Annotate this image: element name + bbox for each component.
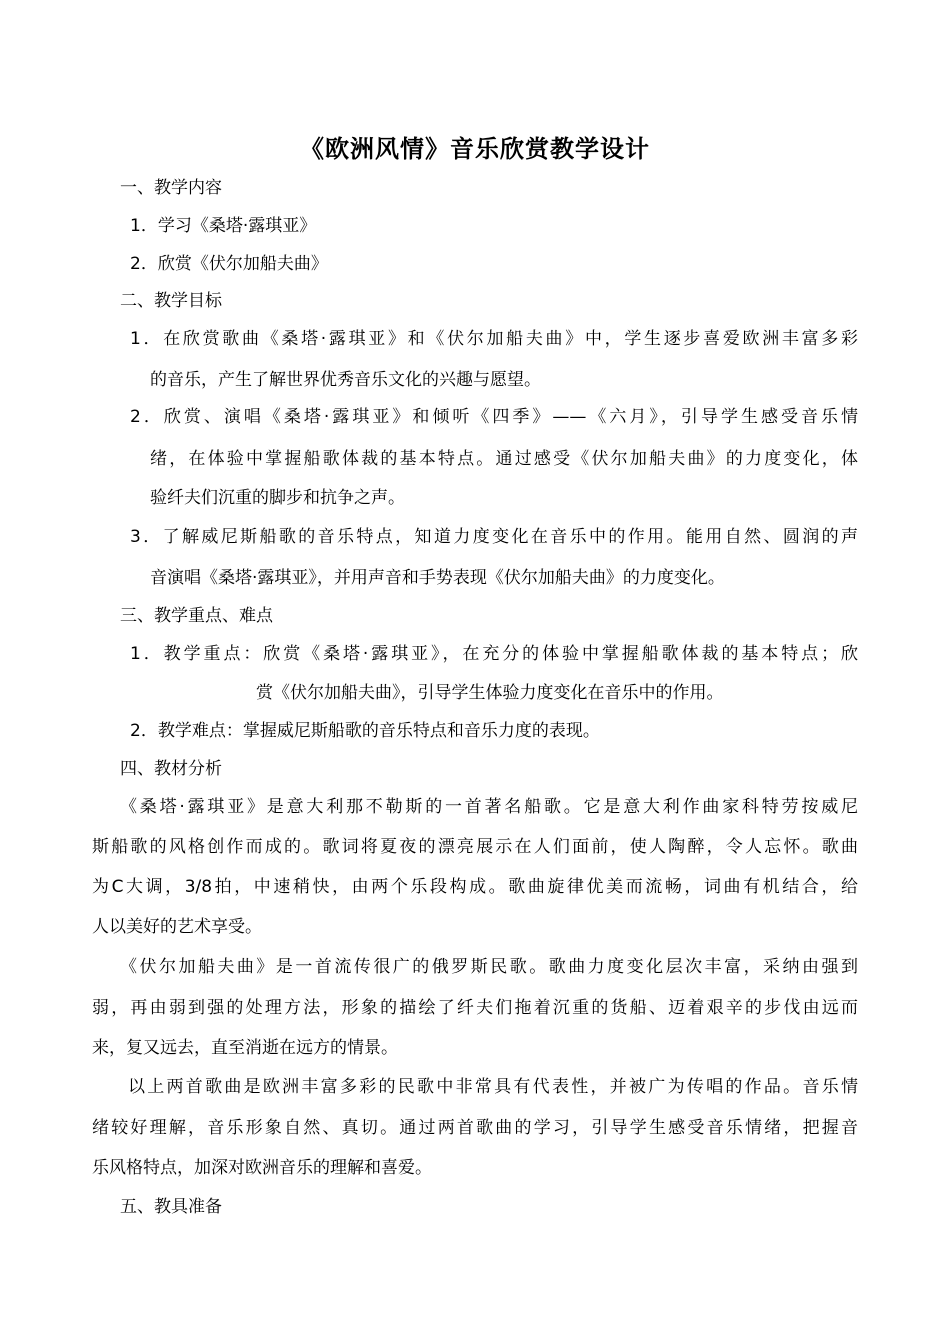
analysis-para-3-line-1: 以上两首歌曲是欧洲丰富多彩的民歌中非常具有代表性，并被广为传唱的作品。音乐情 bbox=[128, 1077, 858, 1097]
analysis-para-1-line-1: 《桑塔·露琪亚》是意大利那不勒斯的一首著名船歌。它是意大利作曲家科特劳按威尼 bbox=[120, 797, 858, 817]
analysis-para-2-line-1: 《伏尔加船夫曲》是一首流传很广的俄罗斯民歌。歌曲力度变化层次丰富，采纳由强到 bbox=[120, 957, 858, 977]
key-point-line-2: 赏《伏尔加船夫曲》，引导学生体验力度变化在音乐中的作用。 bbox=[256, 683, 724, 703]
objective-3-line-2: 音演唱《桑塔·露琪亚》，并用声音和手势表现《伏尔加船夫曲》的力度变化。 bbox=[150, 568, 725, 588]
analysis-para-2-line-2: 弱，再由弱到强的处理方法，形象的描绘了纤夫们拖着沉重的货船、迈着艰辛的步伐由远而 bbox=[92, 998, 858, 1018]
objective-2-line-1: 2．欣赏、演唱《桑塔·露琪亚》和倾听《四季》——《六月》，引导学生感受音乐情 bbox=[130, 407, 858, 427]
difficult-point: 2．教学难点：掌握威尼斯船歌的音乐特点和音乐力度的表现。 bbox=[130, 721, 600, 741]
content-item-2: 2．欣赏《伏尔加船夫曲》 bbox=[130, 254, 328, 274]
objective-2-line-2: 绪，在体验中掌握船歌体裁的基本特点。通过感受《伏尔加船夫曲》的力度变化，体 bbox=[150, 449, 858, 469]
analysis-para-1-line-2: 斯船歌的风格创作而成的。歌词将夏夜的漂亮展示在人们面前，使人陶醉，令人忘怀。歌曲 bbox=[92, 837, 858, 857]
analysis-para-3-line-2: 绪较好理解，音乐形象自然、真切。通过两首歌曲的学习，引导学生感受音乐情绪，把握音 bbox=[92, 1118, 858, 1138]
analysis-para-1-line-3: 为C大调，3/8拍，中速稍快，由两个乐段构成。歌曲旋律优美而流畅，词曲有机结合，给 bbox=[92, 877, 858, 897]
objective-1-line-1: 1．在欣赏歌曲《桑塔·露琪亚》和《伏尔加船夫曲》中，学生逐步喜爱欧洲丰富多彩 bbox=[130, 329, 858, 349]
section-heading-material-analysis: 四、教材分析 bbox=[120, 759, 222, 779]
section-heading-key-points: 三、教学重点、难点 bbox=[120, 606, 273, 626]
content-item-1: 1．学习《桑塔·露琪亚》 bbox=[130, 216, 317, 236]
analysis-para-2-line-3: 来，复又远去，直至消逝在远方的情景。 bbox=[92, 1038, 398, 1058]
objective-2-line-3: 验纤夫们沉重的脚步和抗争之声。 bbox=[150, 488, 405, 508]
section-heading-objectives: 二、教学目标 bbox=[120, 291, 222, 311]
analysis-para-1-line-4: 人以美好的艺术享受。 bbox=[92, 917, 262, 937]
section-heading-content: 一、教学内容 bbox=[120, 178, 222, 198]
key-point-line-1: 1．教学重点：欣赏《桑塔·露琪亚》，在充分的体验中掌握船歌体裁的基本特点；欣 bbox=[130, 644, 858, 664]
section-heading-materials: 五、教具准备 bbox=[120, 1197, 222, 1217]
objective-3-line-1: 3．了解威尼斯船歌的音乐特点，知道力度变化在音乐中的作用。能用自然、圆润的声 bbox=[130, 527, 858, 547]
objective-1-line-2: 的音乐，产生了解世界优秀音乐文化的兴趣与愿望。 bbox=[150, 370, 541, 390]
analysis-para-3-line-3: 乐风格特点，加深对欧洲音乐的理解和喜爱。 bbox=[92, 1158, 432, 1178]
document-title: 《欧洲风情》音乐欣赏教学设计 bbox=[300, 134, 650, 163]
